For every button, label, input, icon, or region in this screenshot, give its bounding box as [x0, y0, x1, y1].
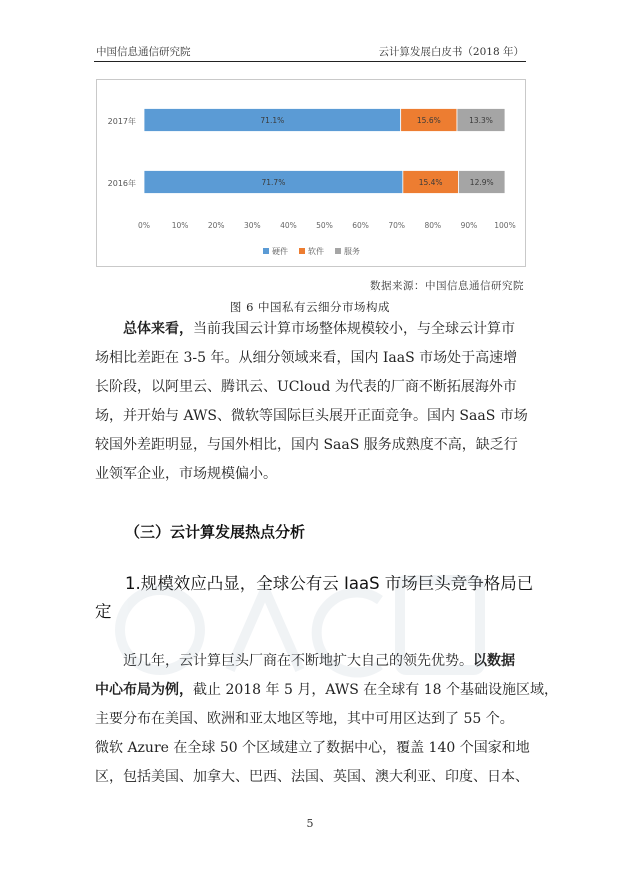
data-label: 15.6%	[416, 116, 441, 125]
subsection-heading	[95, 570, 535, 626]
paragraph-line	[95, 315, 529, 344]
data-source: 数据来源：中国信息通信研究院	[370, 280, 524, 292]
paragraph-line: 主要分布在美国、欧洲和亚太地区等地，其中可用区达到了 55 个。	[95, 711, 514, 727]
page-number: 5	[306, 817, 314, 830]
paragraph-line: 较国外差距明显，与国外相比，国内 SaaS 服务成熟度不高，缺乏行	[95, 437, 518, 453]
data-label: 71.1%	[260, 116, 285, 125]
paragraph-line: 业领军企业，市场规模偏小。	[95, 466, 277, 482]
data-label: 13.3%	[469, 116, 493, 125]
data-label: 71.7%	[261, 178, 286, 187]
section-heading: （三）云计算发展热点分析	[125, 523, 306, 541]
category-label: 2017年	[107, 117, 136, 126]
x-tick-label: 0%	[138, 221, 150, 230]
figure-caption: 图 6 中国私有云细分市场构成	[229, 300, 391, 314]
paragraph-line: 长阶段，以阿里云、腾讯云、UCloud 为代表的厂商不断拓展海外市	[95, 379, 517, 395]
lead-text: 总体来看，	[123, 321, 193, 337]
legend-swatch	[263, 248, 269, 254]
x-tick-label: 20%	[207, 221, 225, 230]
data-label: 15.4%	[418, 178, 443, 187]
subheading-line: 1.规模效应凸显，全球公有云 IaaS 市场巨头竞争格局已	[125, 574, 534, 593]
header-right: 云计算发展白皮书（2018 年）	[378, 46, 524, 58]
x-tick-label: 90%	[460, 221, 478, 230]
stacked-bar-chart	[97, 80, 525, 266]
legend-swatch	[335, 248, 341, 254]
paragraph-line: 场相比差距在 3-5 年。从细分领域来看，国内 IaaS 市场处于高速增	[95, 350, 518, 366]
header-left: 中国信息通信研究院	[96, 46, 191, 58]
paragraph-text: 截止 2018 年 5 月，AWS 在全球有 18 个基础设施区域，	[193, 682, 559, 698]
legend-swatch	[299, 248, 305, 254]
paragraph-overview	[95, 315, 529, 489]
paragraph-leaders	[95, 647, 559, 792]
emphasis-text: 中心布局为例，	[95, 682, 193, 698]
paragraph-line: 场，并开始与 AWS、微软等国际巨头展开正面竞争。国内 SaaS 市场	[95, 408, 528, 424]
paragraph-line	[95, 676, 559, 705]
data-label: 12.9%	[469, 178, 494, 187]
x-tick-label: 40%	[280, 221, 297, 230]
x-tick-label: 10%	[171, 221, 189, 230]
x-tick-label: 80%	[424, 221, 442, 230]
subheading-line: 定	[95, 602, 112, 621]
x-tick-label: 50%	[316, 221, 333, 230]
chart-container	[96, 79, 526, 267]
paragraph-line	[95, 647, 529, 676]
category-label: 2016年	[107, 179, 136, 188]
x-tick-label: 100%	[494, 221, 516, 230]
x-tick-label: 60%	[352, 221, 369, 230]
emphasis-text: 以数据	[473, 653, 515, 669]
legend-label: 软件	[308, 247, 324, 256]
legend-label: 硬件	[272, 247, 288, 256]
x-tick-label: 30%	[243, 221, 261, 230]
paragraph-text: 近几年，云计算巨头厂商在不断地扩大自己的领先优势。	[123, 653, 473, 669]
paragraph-line: 区，包括美国、加拿大、巴西、法国、英国、澳大利亚、印度、日本、	[95, 769, 529, 785]
header-rule	[94, 61, 526, 62]
legend-label: 服务	[344, 247, 360, 256]
paragraph-line: 微软 Azure 在全球 50 个区域建立了数据中心，覆盖 140 个国家和地	[95, 740, 530, 756]
paragraph-text: 当前我国云计算市场整体规模较小，与全球云计算市	[193, 321, 515, 337]
x-tick-label: 70%	[388, 221, 406, 230]
